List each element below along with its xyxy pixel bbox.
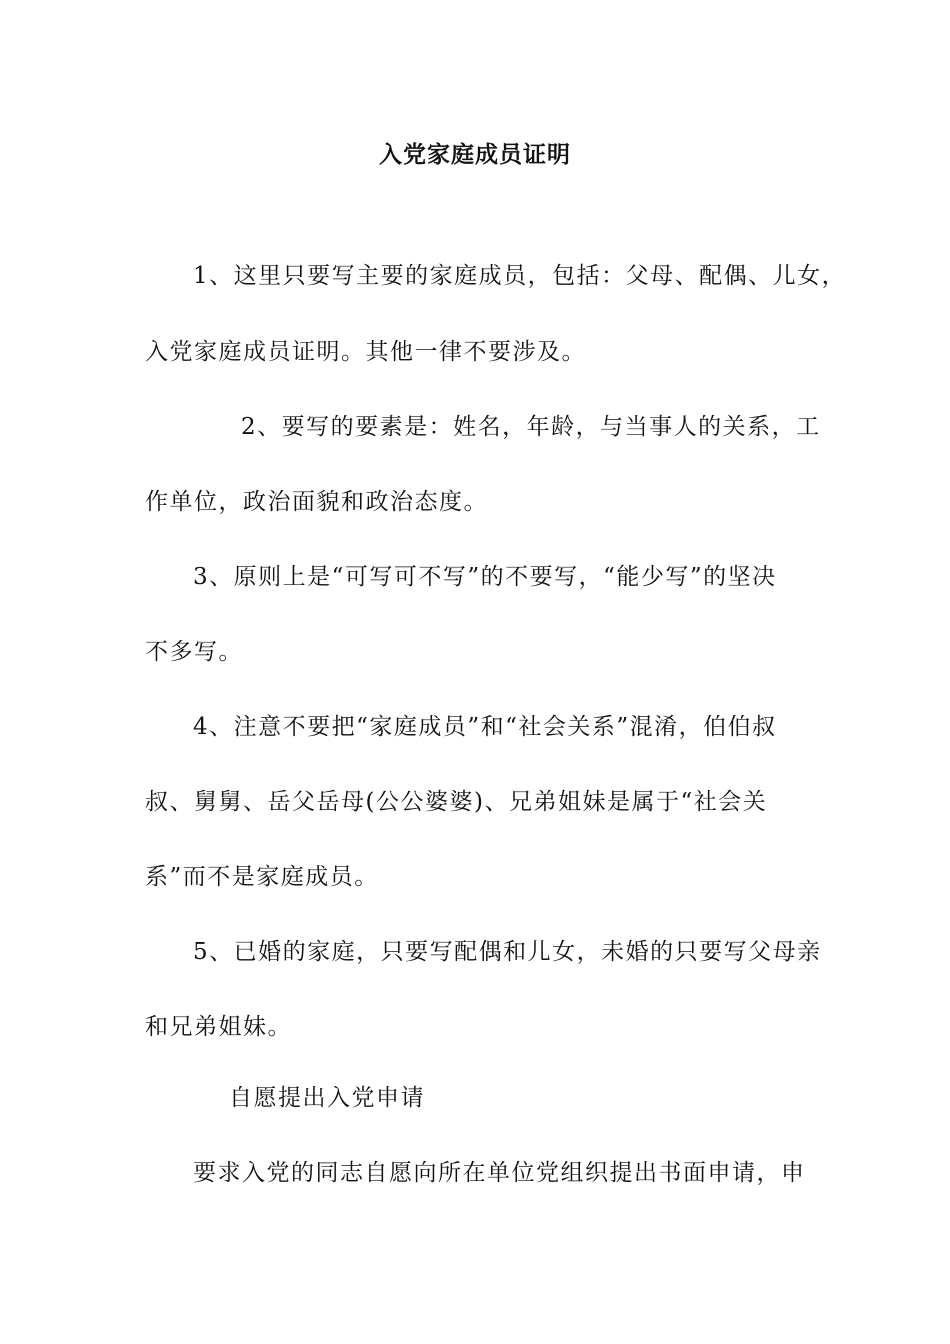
paragraph-3-line-1: 3、原则上是“可写可不写”的不要写，“能少写”的坚决 [193, 564, 777, 590]
section-heading: 自愿提出入党申请 [229, 1085, 425, 1111]
paragraph-4-line-1: 4、注意不要把“家庭成员”和“社会关系”混淆，伯伯叔 [193, 714, 777, 740]
paragraph-3-line-2: 不多写。 [145, 639, 243, 665]
paragraph-5-line-2: 和兄弟姐妹。 [145, 1014, 292, 1040]
document-title: 入党家庭成员证明 [379, 142, 571, 168]
paragraph-1-line-1: 1、这里只要写主要的家庭成员，包括：父母、配偶、儿女， [193, 263, 847, 289]
paragraph-2-line-2: 作单位，政治面貌和政治态度。 [145, 489, 488, 515]
paragraph-5-line-1: 5、已婚的家庭，只要写配偶和儿女，未婚的只要写父母亲 [193, 939, 822, 965]
paragraph-4-line-3: 系”而不是家庭成员。 [145, 864, 379, 890]
paragraph-6-line-1: 要求入党的同志自愿向所在单位党组织提出书面申请，申 [193, 1160, 806, 1186]
paragraph-2-line-1: 2、要写的要素是：姓名，年龄，与当事人的关系，工 [241, 414, 821, 440]
paragraph-1-line-2: 入党家庭成员证明。其他一律不要涉及。 [145, 339, 586, 365]
paragraph-4-line-2: 叔、舅舅、岳父岳母(公公婆婆)、兄弟姐妹是属于“社会关 [145, 789, 768, 815]
